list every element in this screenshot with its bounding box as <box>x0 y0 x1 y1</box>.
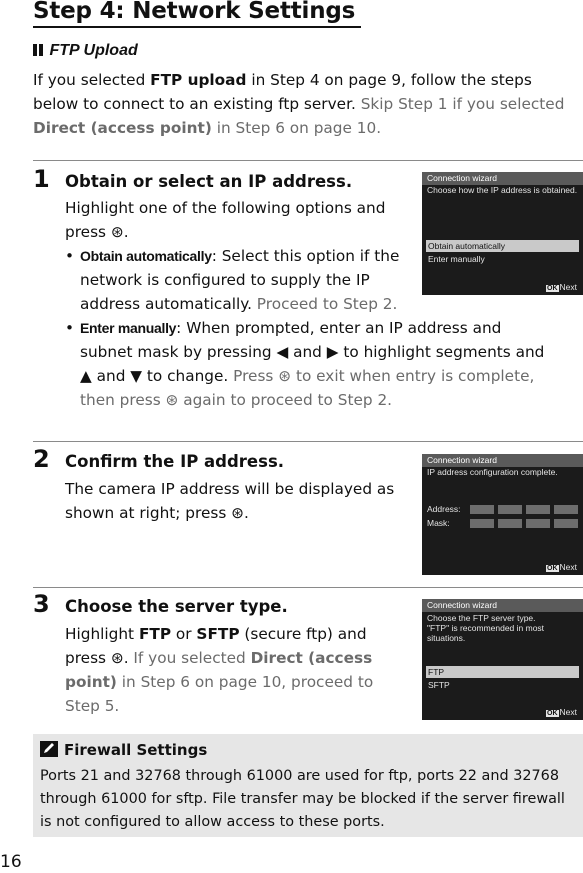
page-number: 16 <box>0 852 22 872</box>
ok-next-hint: OK Next <box>547 707 577 717</box>
step-number: 1 <box>33 165 50 193</box>
screen-prompt: IP address configuration complete. <box>427 467 558 477</box>
mask-segment <box>470 519 494 528</box>
pencil-icon <box>40 741 58 757</box>
note-title: Firewall Settings <box>40 741 207 759</box>
camera-screen-ip-confirm <box>422 454 583 575</box>
list-item: • Obtain automatically: Select this option if the network is configured to supply the IP address automatically. Proceed to Step 2. <box>65 244 410 316</box>
address-segment <box>554 505 578 514</box>
step-divider <box>33 441 583 442</box>
screen-prompt: situations. <box>427 633 466 643</box>
camera-screen-server-type <box>422 599 583 720</box>
section-marker-icon <box>39 44 43 56</box>
mask-segment <box>554 519 578 528</box>
ok-next-hint: OK Next <box>547 282 577 292</box>
step-title: Confirm the IP address. <box>65 452 285 471</box>
menu-option-sftp: SFTP <box>428 680 450 690</box>
note-body: Ports 21 and 32768 through 61000 are used for ftp, ports 22 and 32768 through 61000 for sftp. File transfer may be blocked if the server firewall is not configured to allow access to these ports. <box>40 768 565 830</box>
address-label: Address: <box>427 504 461 514</box>
list-item: • Enter manually: When prompted, enter an IP address and subnet mask by pressing ◀ and ▶ to highlight segments and ▲ and ▼ to change. Press ⊛ to exit when entry is complete, then press ⊛ again to proceed to Step 2. <box>65 316 545 412</box>
screen-prompt: Choose how the IP address is obtained. <box>427 185 578 195</box>
screen-header: Connection wizard <box>422 454 583 467</box>
mask-segment <box>498 519 522 528</box>
page-title: Step 4: Network Settings <box>33 0 356 24</box>
ok-next-hint: OK Next <box>547 562 577 572</box>
section-heading: FTP Upload <box>33 42 138 60</box>
step-divider <box>33 160 583 161</box>
address-segment <box>526 505 550 514</box>
step-number: 3 <box>33 590 50 618</box>
screen-header: Connection wizard <box>422 599 583 612</box>
mask-segment <box>526 519 550 528</box>
step-number: 2 <box>33 445 50 473</box>
step-body: Highlight FTP or SFTP (secure ftp) and press ⊛. If you selected Direct (access point) in Step 6 on page 10, proceed to Step 5. <box>65 625 374 715</box>
screen-prompt: Choose the FTP server type. <box>427 613 536 623</box>
step-title: Obtain or select an IP address. <box>65 172 353 191</box>
step-body: The camera IP address will be displayed as shown at right; press ⊛. <box>65 480 395 522</box>
section-marker-icon <box>33 44 37 56</box>
menu-option-obtain-automatically: Obtain automatically <box>426 240 579 252</box>
title-underline <box>33 26 361 28</box>
menu-option-ftp: FTP <box>426 666 579 678</box>
step-divider <box>33 587 583 588</box>
screen-header: Connection wizard <box>422 172 583 185</box>
intro-paragraph: If you selected FTP upload in Step 4 on page 9, follow the steps below to connect to an existing ftp server. Skip Step 1 if you selected Direct (access point) in Step 6 on page 10. <box>33 71 565 137</box>
firewall-note <box>33 734 583 837</box>
camera-screen-ip-method <box>422 172 583 295</box>
address-segment <box>498 505 522 514</box>
menu-option-enter-manually: Enter manually <box>428 254 485 264</box>
step-title: Choose the server type. <box>65 597 288 616</box>
address-segment <box>470 505 494 514</box>
mask-label: Mask: <box>427 518 450 528</box>
step-body: Highlight one of the following options and press ⊛. <box>65 199 386 241</box>
screen-prompt: "FTP" is recommended in most <box>427 623 545 633</box>
